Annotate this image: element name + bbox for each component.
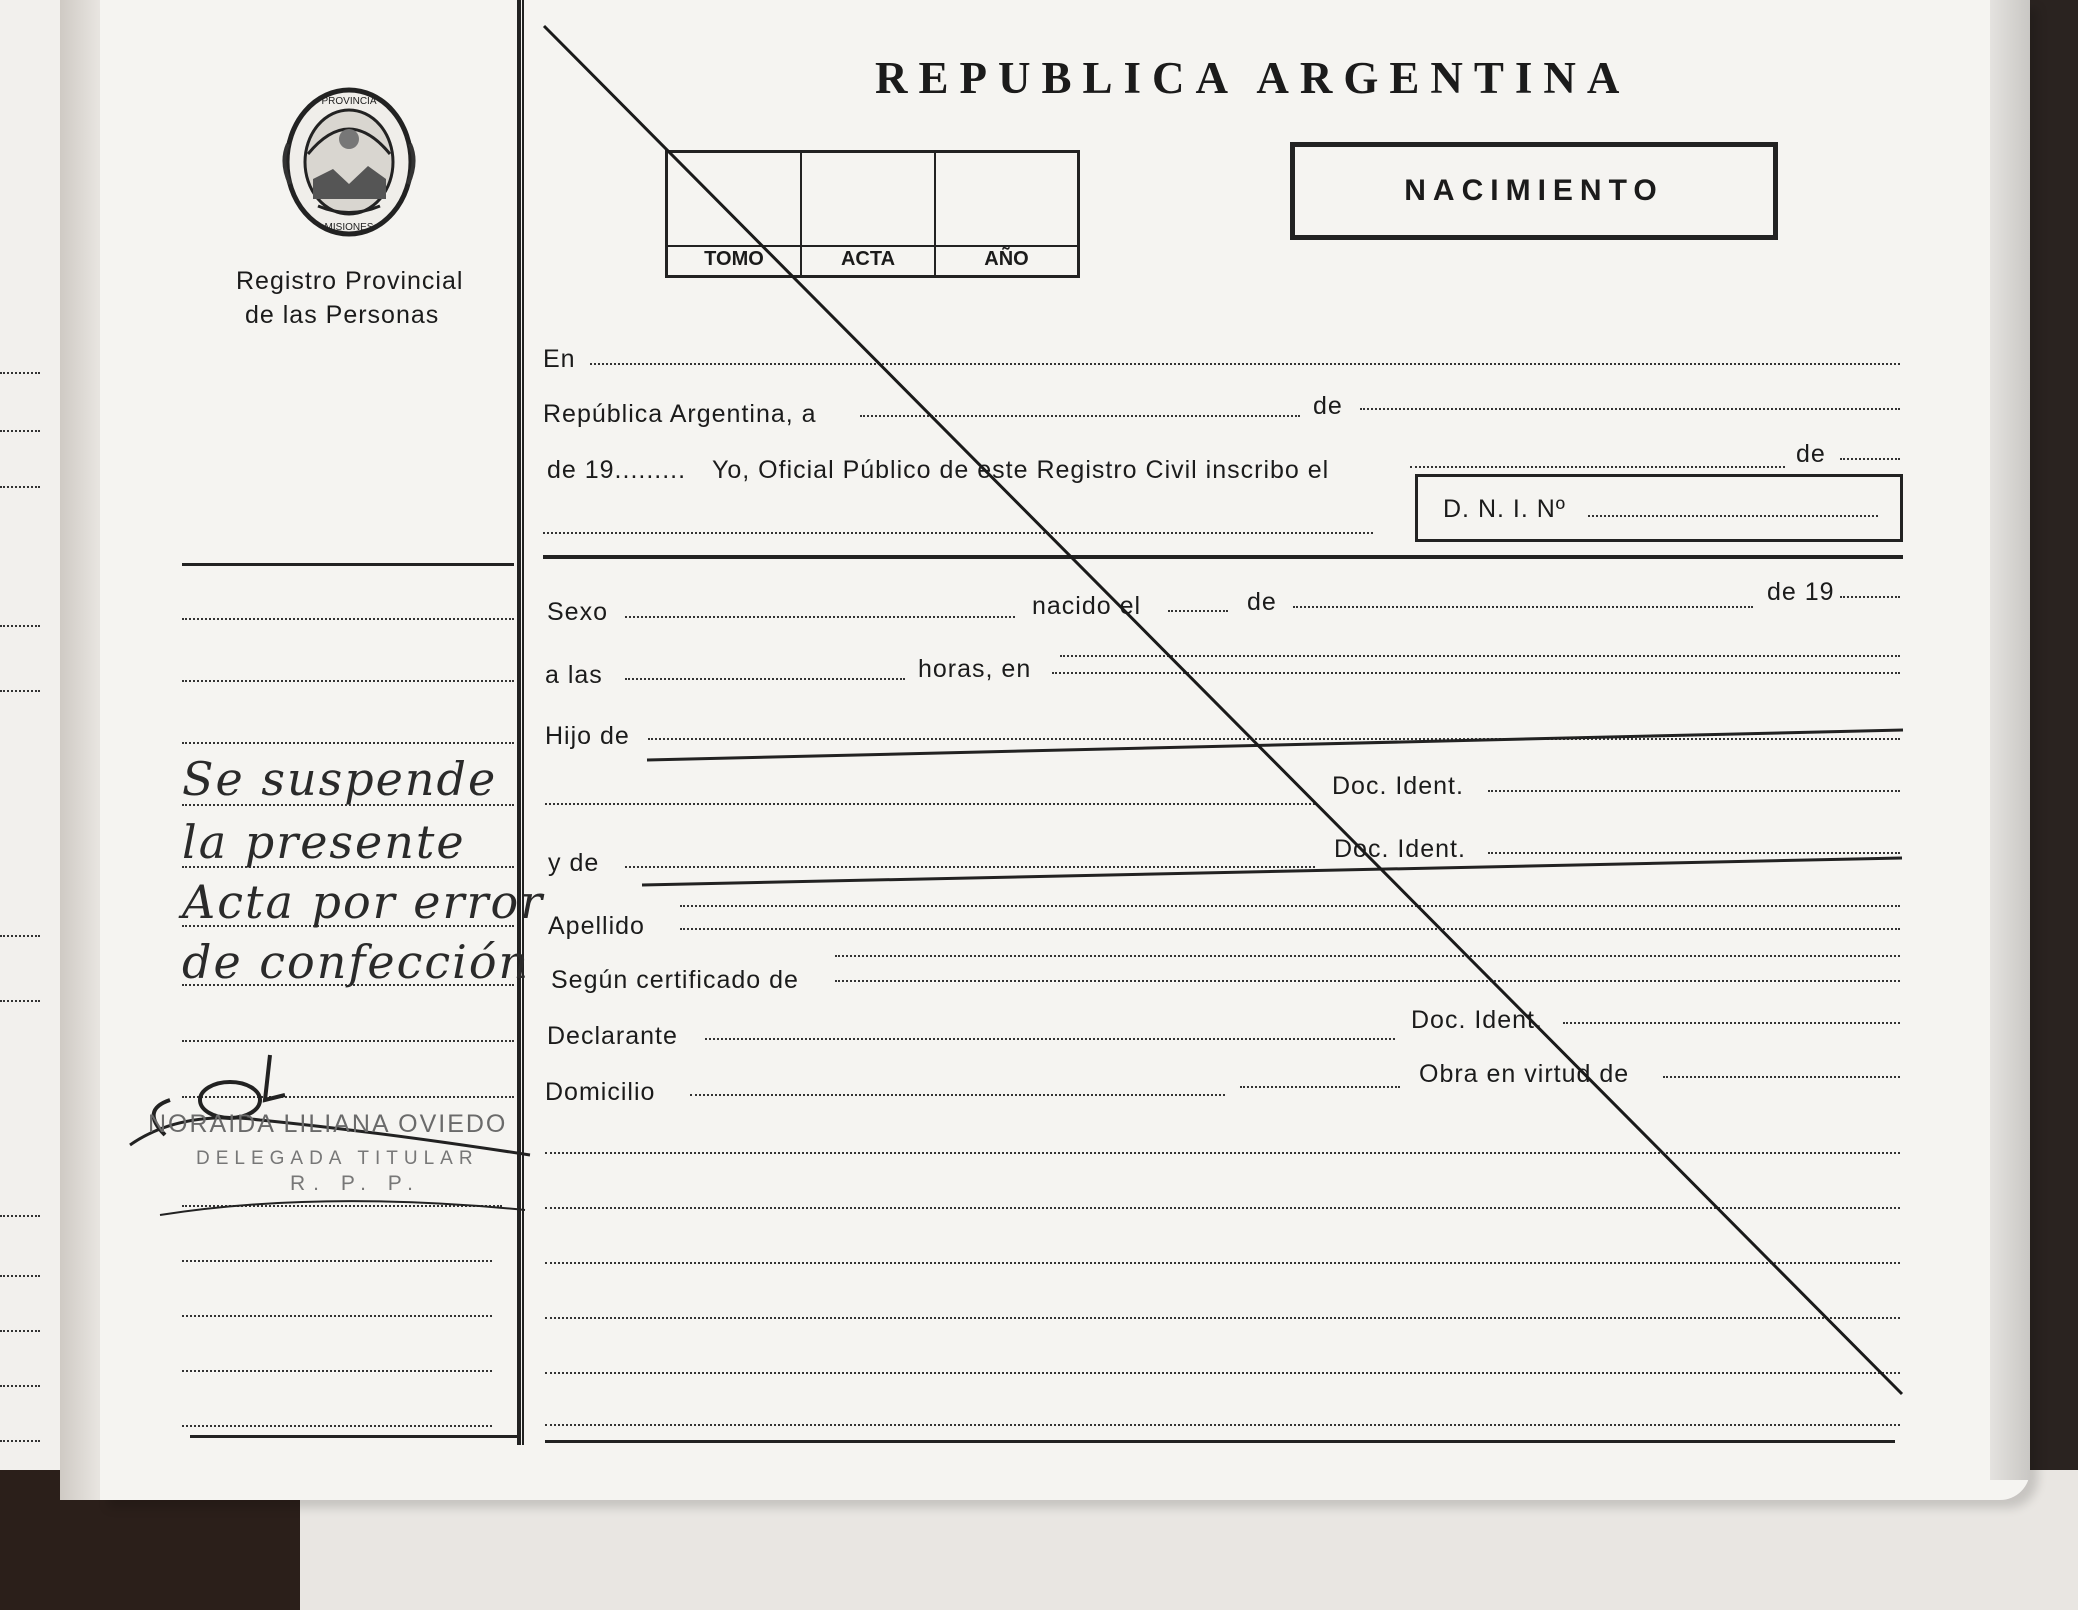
sidebar-line bbox=[182, 742, 514, 744]
stamp-name: NORAIDA LILIANA OVIEDO bbox=[148, 1110, 508, 1138]
prev-page-line bbox=[0, 625, 40, 627]
label-doc-ident-2: Doc. Ident. bbox=[1334, 835, 1466, 863]
prev-page-line bbox=[0, 372, 40, 374]
sidebar-bottom-rule bbox=[190, 1435, 520, 1438]
label-yo-oficial: Yo, Oficial Público de este Registro Civil inscribo el bbox=[712, 456, 1330, 484]
sidebar-rule bbox=[182, 563, 514, 566]
handwritten-note-line-3: Acta por error bbox=[182, 875, 545, 929]
seal-bottom-text: MISIONES bbox=[324, 222, 374, 233]
acta-label: ACTA bbox=[840, 248, 896, 270]
sidebar-line bbox=[182, 1260, 492, 1262]
provincial-seal-icon bbox=[278, 84, 420, 244]
label-domicilio: Domicilio bbox=[545, 1078, 656, 1106]
label-doc-ident-3: Doc. Ident. bbox=[1411, 1006, 1543, 1034]
prev-page-line bbox=[0, 1215, 40, 1217]
label-dni: D. N. I. Nº bbox=[1443, 495, 1566, 523]
prev-page-line bbox=[0, 690, 40, 692]
label-de-3: de bbox=[1247, 588, 1277, 616]
cancellation-line-icon bbox=[540, 22, 1910, 1402]
sidebar-divider bbox=[517, 0, 521, 1445]
label-de-1: de bbox=[1313, 392, 1343, 420]
stamp-role: DELEGADA TITULAR bbox=[196, 1148, 479, 1169]
sidebar-line bbox=[182, 618, 514, 620]
sidebar-line bbox=[182, 1370, 492, 1372]
prev-page-line bbox=[0, 486, 40, 488]
page-title: REPUBLICA ARGENTINA bbox=[875, 53, 1631, 103]
sidebar-line bbox=[182, 1425, 492, 1427]
handwritten-note-line-4: de confección bbox=[182, 935, 531, 989]
label-y-de: y de bbox=[548, 849, 600, 877]
label-obra-en-virtud: Obra en virtud de bbox=[1419, 1060, 1630, 1088]
label-de-19-b: de 19 bbox=[1767, 578, 1835, 606]
page-stack-edge bbox=[1990, 0, 2030, 1480]
field-line bbox=[545, 1424, 1900, 1426]
form-bottom-rule bbox=[545, 1440, 1895, 1443]
tomo-label: TOMO bbox=[704, 248, 764, 270]
handwritten-note-line-1: Se suspende bbox=[182, 752, 498, 806]
previous-page-edge bbox=[0, 0, 63, 1470]
record-type-label: NACIMIENTO bbox=[1404, 174, 1664, 207]
prev-page-line bbox=[0, 1440, 40, 1442]
handwritten-note-line-2: la presente bbox=[182, 815, 466, 869]
label-sexo: Sexo bbox=[547, 598, 608, 626]
sidebar-line bbox=[182, 680, 514, 682]
sidebar-divider bbox=[522, 0, 524, 1445]
prev-page-line bbox=[0, 1385, 40, 1387]
label-horas-en: horas, en bbox=[918, 655, 1032, 683]
label-segun-certificado: Según certificado de bbox=[551, 966, 799, 994]
label-republica-a: República Argentina, a bbox=[543, 400, 817, 428]
seal-top-text: PROVINCIA bbox=[321, 96, 377, 107]
prev-page-line bbox=[0, 430, 40, 432]
label-hijo-de: Hijo de bbox=[545, 722, 630, 750]
label-a-las: a las bbox=[545, 661, 603, 689]
prev-page-line bbox=[0, 935, 40, 937]
label-doc-ident-1: Doc. Ident. bbox=[1332, 772, 1464, 800]
label-nacido-el: nacido el bbox=[1032, 592, 1142, 620]
prev-page-line bbox=[0, 1000, 40, 1002]
label-en: En bbox=[543, 345, 576, 373]
ano-label: AÑO bbox=[984, 248, 1029, 270]
label-apellido: Apellido bbox=[548, 912, 645, 940]
sidebar-line bbox=[182, 1315, 492, 1317]
prev-page-line bbox=[0, 1330, 40, 1332]
office-name-line-2: de las Personas bbox=[245, 301, 440, 329]
label-de-19: de 19......... bbox=[547, 456, 687, 484]
label-de-2: de bbox=[1796, 440, 1826, 468]
office-name-line-1: Registro Provincial bbox=[236, 267, 464, 295]
stamp-org: R. P. P. bbox=[290, 1172, 421, 1195]
label-declarante: Declarante bbox=[547, 1022, 678, 1050]
prev-page-line bbox=[0, 1275, 40, 1277]
